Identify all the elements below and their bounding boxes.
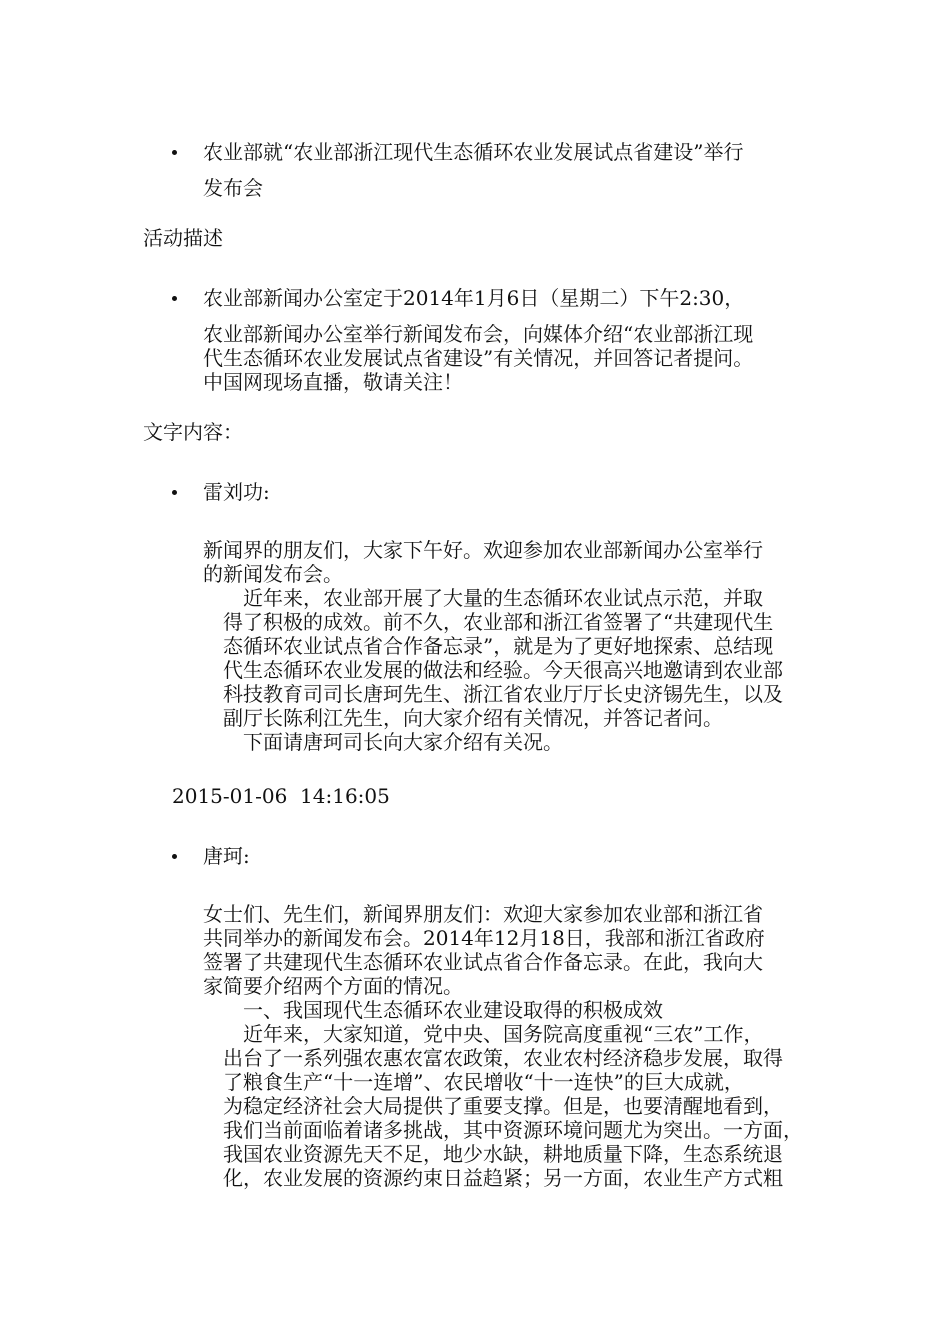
- bullet-icon: [172, 854, 177, 859]
- remark-line: 副厅长陈利江先生，向大家介绍有关情况，并答记者问。: [203, 706, 723, 730]
- remark-line: 近年来，大家知道，党中央、国务院高度重视“三农”工作，: [203, 1022, 764, 1046]
- remark-line: 共同举办的新闻发布会。2014年12月18日，我部和浙江省政府: [203, 926, 765, 950]
- item-text-line: 发布会: [203, 176, 263, 200]
- bullet-icon: [172, 490, 177, 495]
- bullet-icon: [172, 296, 177, 301]
- timestamp: 2015-01-06 14:16:05: [172, 784, 390, 808]
- remark-line: 出台了一系列强农惠农富农政策，农业农村经济稳步发展，取得: [203, 1046, 783, 1070]
- speaker-name: 唐珂:: [203, 844, 250, 868]
- remark-line: 我们当前面临着诸多挑战，其中资源环境问题尤为突出。一方面，: [203, 1118, 803, 1142]
- remark-line: 的新闻发布会。: [203, 562, 343, 586]
- speaker-remarks: [203, 538, 783, 754]
- remark-line: 一、我国现代生态循环农业建设取得的积极成效: [203, 998, 663, 1022]
- remark-line: 家简要介绍两个方面的情况。: [203, 974, 463, 998]
- remark-line: 为稳定经济社会大局提供了重要支撑。但是，也要清醒地看到，: [203, 1094, 783, 1118]
- remark-line: 下面请唐珂司长向大家介绍有关况。: [203, 730, 563, 754]
- remark-line: 了粮食生产“十一连增”、农民增收“十一连快”的巨大成就，: [203, 1070, 744, 1094]
- speaker-remarks: [203, 902, 803, 1190]
- description-line: 农业部新闻办公室举行新闻发布会，向媒体介绍“农业部浙江现: [203, 322, 754, 346]
- remark-line: 我国农业资源先天不足，地少水缺，耕地质量下降，生态系统退: [203, 1142, 783, 1166]
- text-content-heading: 文字内容：: [143, 420, 243, 444]
- remark-line: 科技教育司司长唐珂先生、浙江省农业厅厅长史济锡先生，以及: [203, 682, 783, 706]
- activity-heading: 活动描述: [143, 226, 223, 250]
- schedule-description: [203, 322, 753, 394]
- schedule-line: 农业部新闻办公室定于2014年1月6日（星期二）下午2:30，: [203, 286, 745, 310]
- remark-line: 化，农业发展的资源约束日益趋紧；另一方面，农业生产方式粗: [203, 1166, 783, 1190]
- remark-line: 态循环农业试点省合作备忘录”，就是为了更好地探索、总结现: [203, 634, 774, 658]
- speaker-name: 雷刘功:: [203, 480, 270, 504]
- description-line: 中国网现场直播，敬请关注！: [203, 370, 463, 394]
- remark-line: 女士们、先生们，新闻界朋友们：欢迎大家参加农业部和浙江省: [203, 902, 763, 926]
- bullet-icon: [172, 150, 177, 155]
- item-text-line: 农业部就“农业部浙江现代生态循环农业发展试点省建设”举行: [203, 140, 744, 164]
- remark-line: 签署了共建现代生态循环农业试点省合作备忘录。在此，我向大: [203, 950, 763, 974]
- remark-line: 新闻界的朋友们，大家下午好。欢迎参加农业部新闻办公室举行: [203, 538, 763, 562]
- remark-line: 得了积极的成效。前不久，农业部和浙江省签署了“共建现代生: [203, 610, 774, 634]
- description-line: 代生态循环农业发展试点省建设”有关情况，并回答记者提问。: [203, 346, 754, 370]
- remark-line: 代生态循环农业发展的做法和经验。今天很高兴地邀请到农业部: [203, 658, 783, 682]
- remark-line: 近年来，农业部开展了大量的生态循环农业试点示范，并取: [203, 586, 763, 610]
